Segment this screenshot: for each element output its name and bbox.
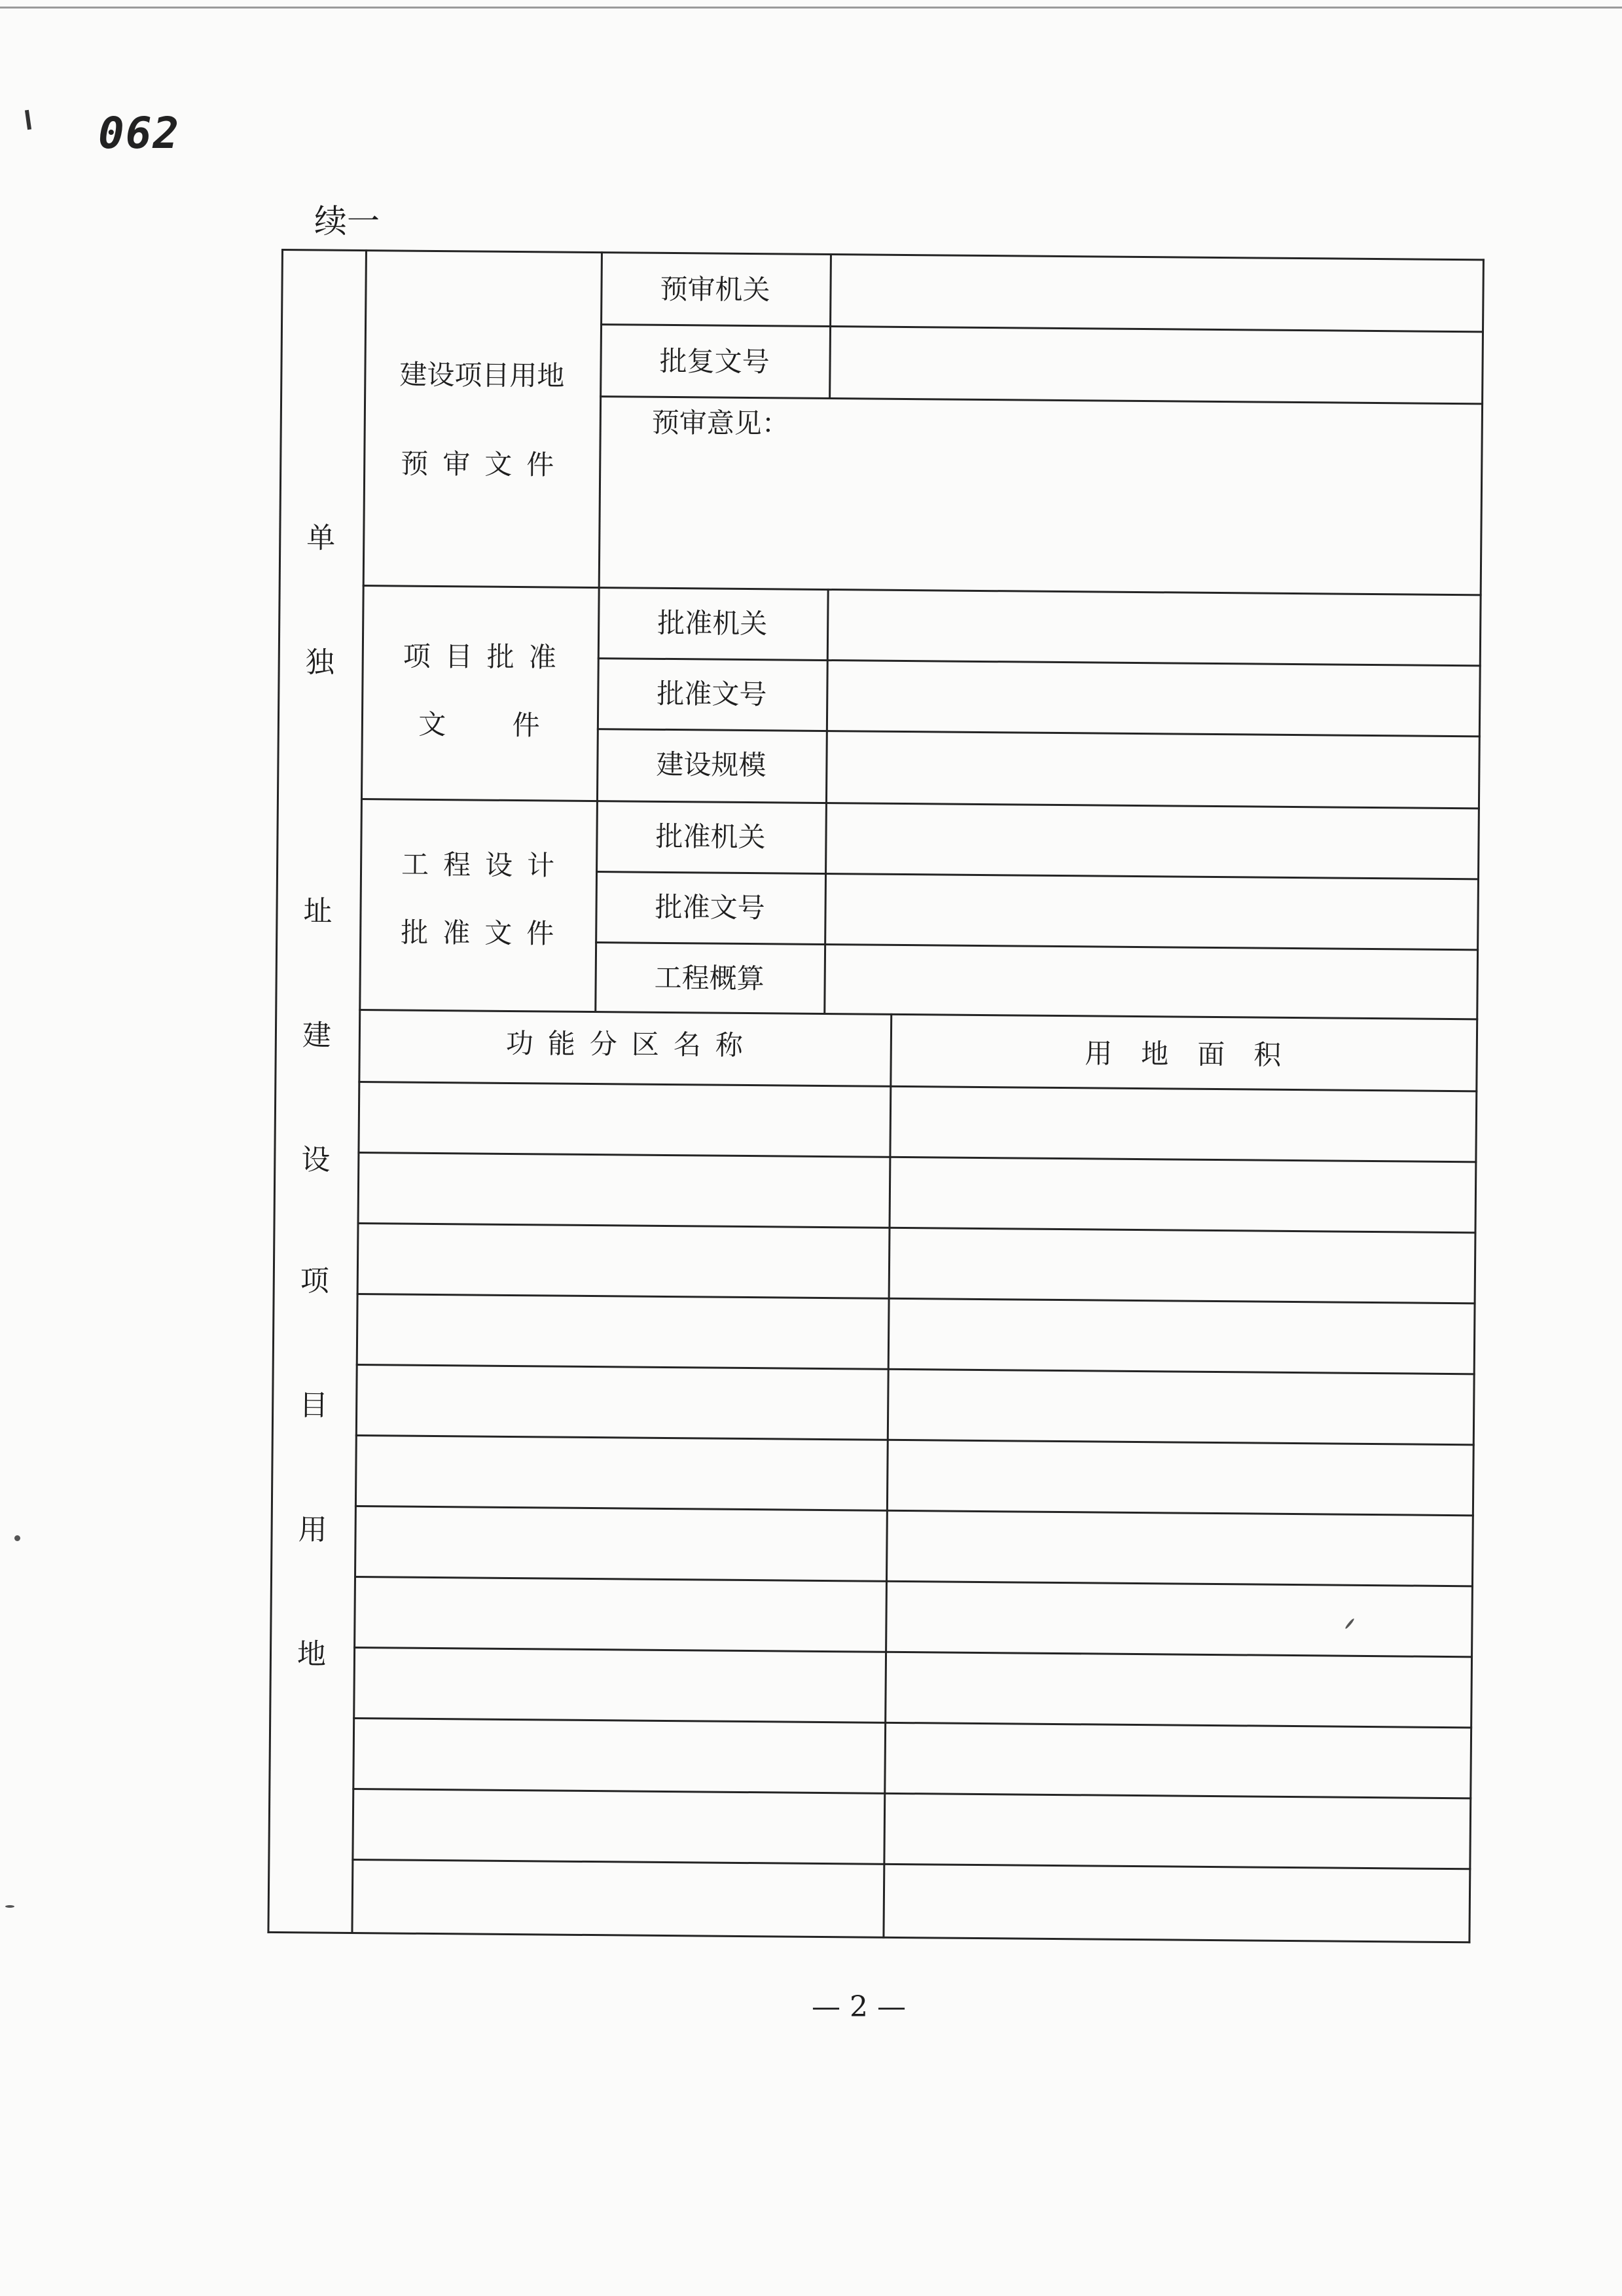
zone-table-row [353, 1717, 1472, 1728]
side-label-char: 项 [300, 1264, 330, 1298]
zone-table-row [355, 1505, 1474, 1516]
zone-table-row [357, 1152, 1477, 1163]
table-border-left [267, 249, 283, 1933]
field-column-divider [823, 589, 829, 1013]
section-title: 文 件 [418, 708, 569, 742]
field-label: 批准文号 [655, 890, 765, 924]
side-label-char: 目 [298, 1389, 329, 1423]
row-line [598, 657, 1481, 666]
page-number: — 2 — [812, 1990, 906, 2024]
field-label: 预审机关 [660, 272, 770, 306]
zone-name-header: 功能分区名称 [505, 1027, 758, 1062]
section-title: 预审文件 [401, 447, 569, 481]
side-label-char: 地 [297, 1637, 327, 1671]
side-label-char: 建 [302, 1019, 332, 1053]
archive-stamp-number: 062 [98, 108, 181, 158]
row-line [600, 323, 1484, 333]
side-label-char: 独 [305, 646, 334, 680]
zone-table-divider [882, 1013, 892, 1939]
row-line [600, 395, 1483, 405]
zone-table-row [358, 1081, 1477, 1092]
section-title: 项目批准 [403, 640, 571, 674]
zone-table-row [357, 1293, 1476, 1304]
section-title: 工程设计 [401, 848, 569, 882]
zone-table-row [354, 1576, 1473, 1587]
side-label-char: 单 [306, 521, 336, 555]
field-label: 批准机关 [657, 606, 768, 640]
table-border-right [1468, 259, 1485, 1943]
field-label: 批复文号 [659, 344, 770, 378]
field-label: 建设规模 [656, 748, 766, 782]
opinion-label: 预审意见： [651, 406, 790, 440]
zone-table-row [351, 1859, 1471, 1870]
side-column-divider [351, 249, 367, 1934]
field-label: 工程概算 [654, 961, 765, 995]
scan-top-edge [0, 7, 1622, 9]
scan-speck [14, 1535, 20, 1541]
row-line [595, 941, 1479, 951]
table-border-top [281, 249, 1485, 261]
row-line [597, 728, 1481, 737]
section-title: 批准文件 [401, 916, 569, 950]
side-label-char: 址 [303, 894, 333, 928]
zone-table-row [356, 1364, 1475, 1375]
side-label-char: 设 [301, 1143, 331, 1177]
zone-table-row [355, 1434, 1475, 1446]
zone-table-row [357, 1222, 1477, 1233]
field-label: 批准文号 [657, 677, 767, 711]
scan-speck [5, 1905, 14, 1908]
zone-table-row [353, 1647, 1473, 1658]
land-use-form-table [267, 249, 1484, 1943]
field-label: 批准机关 [655, 820, 766, 854]
table-border-bottom [267, 1931, 1470, 1943]
row-line [596, 871, 1479, 880]
margin-mark [25, 110, 31, 130]
section-divider [359, 1009, 1478, 1020]
section-divider [361, 798, 1480, 809]
zone-table-row [352, 1788, 1471, 1799]
land-area-header: 用地面积 [1085, 1037, 1310, 1072]
section-divider [363, 585, 1482, 596]
section-title: 建设项目用地 [399, 358, 565, 392]
side-label-char: 用 [298, 1513, 327, 1547]
continuation-label: 续一 [314, 202, 380, 240]
